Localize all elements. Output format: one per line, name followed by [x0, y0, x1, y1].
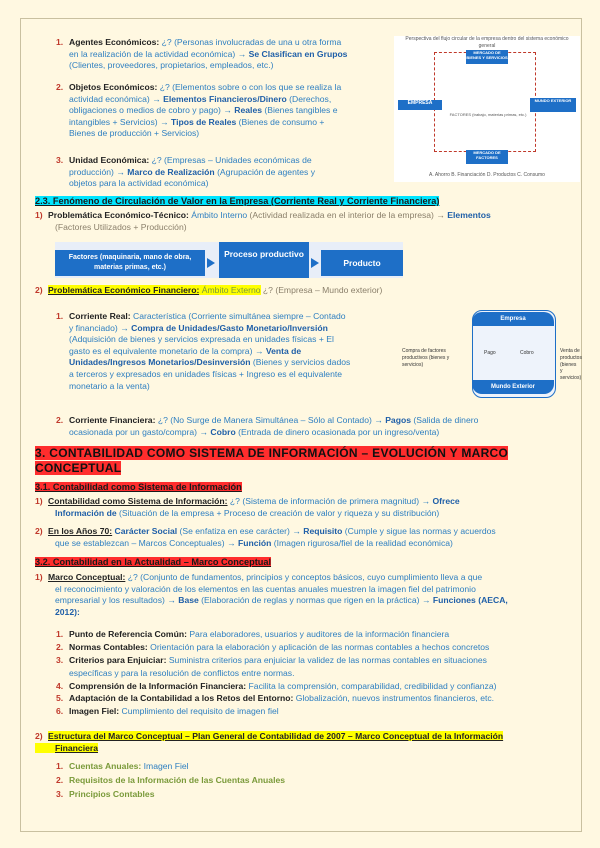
- list-item: 5. Adaptación de la Contabilidad a los Retos del Entorno: Globalización, nuevos instrumentos financieros, etc.: [56, 693, 495, 704]
- economic-objects-item: 2. Objetos Económicos: ¿? (Elementos sobre o con los que se realiza la actividad económica) → Elementos Financieros/Dinero (Derechos, obligaciones o medios de cobro y pago) → Reales (Bienes tangibles e intangibles + Servicios) → Tipos de Reales (Bienes de consumo + Bienes de producción + Servicios): [56, 82, 342, 139]
- functions-list: [56, 628, 580, 718]
- economic-unit-item: 3. Unidad Económica: ¿? (Empresas – Unidades económicas de producción) → Marco de Realización (Agrupación de agentes y objetos para la actividad económica): [56, 155, 316, 189]
- company-box: EMPRESA: [398, 100, 442, 110]
- arrow-right-icon: [207, 258, 215, 268]
- list-item: 3. Principios Contables: [56, 788, 155, 799]
- real-flow-item: 1. Corriente Real: Característica (Corriente simultánea siempre – Contado y financiado) → Compra de Unidades/Gasto Monetario/Inversión (Adquisición de bienes y servicios expresada en unidades físicas + El gasto es el equivalente monetario de la compra) → Venta de Unidades/Ingresos Monetarios/Desinversión (Bienes y servicios dados a terceros y expresados en unidades físicas + Ingreso es el equivalente monetario a la venta): [56, 311, 351, 391]
- seventies-item: 2) En los Años 70: Carácter Social (Se enfatiza en ese carácter) → Requisito (Cumple y sigue las normas y acuerdos que se establezcan – Marcos Conceptuales) → Función (Imagen rigurosa/fiel de la realidad económica): [35, 526, 496, 548]
- structure-list: [56, 760, 576, 801]
- section-3-2-title: 3.2. Contabilidad en la Actualidad – Marco Conceptual: [35, 557, 272, 567]
- product-sale-label: Venta de productos (bienes y servicios): [560, 348, 582, 381]
- economic-agents-item: 1. Agentes Económicos: ¿? (Personas involucradas de una u otra forma en la realización de la actividad económica) → Se Clasifican en Grupos (Clientes, proveedores, propietarios, empleados, etc.): [56, 37, 348, 71]
- conceptual-framework: 1) Marco Conceptual: ¿? (Conjunto de fundamentos, principios y conceptos básicos, cuyo cumplimiento lleva a que el reconocimiento y valoración de los elementos en las cuentas anuales muestren la imagen fiel del patrimonio empresarial y los resultados) → Base (Elaboración de reglas y normas que rigen en la práctica) → Funciones (AECA, 2012):: [35, 572, 508, 617]
- economic-financial-problem: 2) Problemática Económico Financiero: Ámbito Externo ¿? (Empresa – Mundo exterior): [35, 285, 383, 295]
- list-item: 1. Cuentas Anuales: Imagen Fiel: [56, 761, 189, 771]
- goods-market-box: MERCADO DE BIENES Y SERVICIOS: [466, 50, 508, 64]
- factors-box: Factores (maquinaria, mano de obra, materias primas, etc.): [55, 250, 205, 276]
- circular-flow-diagram: [394, 36, 580, 182]
- production-flow-diagram: [55, 242, 403, 278]
- framework-structure: 2) Estructura del Marco Conceptual – Plan General de Contabilidad de 2007 – Marco Conceptual de la Información Financiera: [35, 731, 504, 753]
- payment-label: Pago: [484, 350, 496, 356]
- external-world-box: MUNDO EXTERIOR: [530, 98, 576, 112]
- product-box: Producto: [321, 250, 403, 276]
- list-item: 1. Punto de Referencia Común: Para elaboradores, usuarios y auditores de la información financiera: [56, 629, 450, 639]
- arrow-right-icon: [311, 258, 319, 268]
- external-world-label: Mundo Exterior: [472, 380, 554, 394]
- list-item: 2. Requisitos de la Información de las Cuentas Anuales: [56, 774, 286, 785]
- list-item: 3. Criterios para Enjuiciar: Suministra criterios para enjuiciar la validez de las normas contables en situaciones específicas y para la resolución de conflictos entre normas.: [56, 654, 487, 678]
- economic-technical-problem: 1) Problemática Económico-Técnico: Ámbito Interno (Actividad realizada en el interior de la empresa) → Elementos (Factores Utilizados + Producción): [35, 210, 491, 232]
- list-item: 4. Comprensión de la Información Financiera: Facilita la comprensión, comparabilidad, credibilidad y confianza): [56, 680, 497, 691]
- list-item: 6. Imagen Fiel: Cumplimiento del requisito de imagen fiel: [56, 706, 279, 717]
- circular-flow-title: Perspectiva del flujo circular de la empresa dentro del sistema económico general: [405, 36, 569, 49]
- real-financial-flow-diagram: [398, 308, 580, 400]
- list-item: 2. Normas Contables: Orientación para la elaboración y aplicación de las normas contables a hechos concretos: [56, 641, 490, 652]
- section-3-1-title: 3.1. Contabilidad como Sistema de Información: [35, 482, 242, 492]
- chapter-3-title: 3. CONTABILIDAD COMO SISTEMA DE INFORMACIÓN – EVOLUCIÓN Y MARCO CONCEPTUAL: [35, 446, 509, 475]
- accounting-info-system: 1) Contabilidad como Sistema de Información: ¿? (Sistema de información de primera magnitud) → Ofrece Información de (Situación de la empresa + Proceso de creación de valor y riqueza y su distribución): [35, 496, 460, 518]
- flow-loop: [434, 52, 536, 152]
- section-2-3-title: 2.3. Fenómeno de Circulación de Valor en la Empresa (Corriente Real y Corriente Financiera): [35, 196, 440, 206]
- factors-label: FACTORES (trabajo, materias primas, etc.): [449, 112, 527, 117]
- factor-purchase-label: Compra de factores productivos (bienes y servicios): [402, 348, 450, 368]
- financial-flow-item: 2. Corriente Financiera: ¿? (No Surge de Manera Simultánea – Sólo al Contado) → Pagos (Salida de dinero ocasionada por un gasto/compra) → Cobro (Entrada de dinero ocasionada por un ingreso/venta): [56, 415, 479, 437]
- collection-label: Cobro: [520, 350, 534, 356]
- company-label: Empresa: [472, 312, 554, 326]
- factors-market-box: MERCADO DE FACTORES: [466, 150, 508, 164]
- flow-legend: A. Ahorro B. Financiación D. Productos C. Consumo: [429, 172, 545, 178]
- production-process-box: Proceso productivo: [219, 242, 309, 278]
